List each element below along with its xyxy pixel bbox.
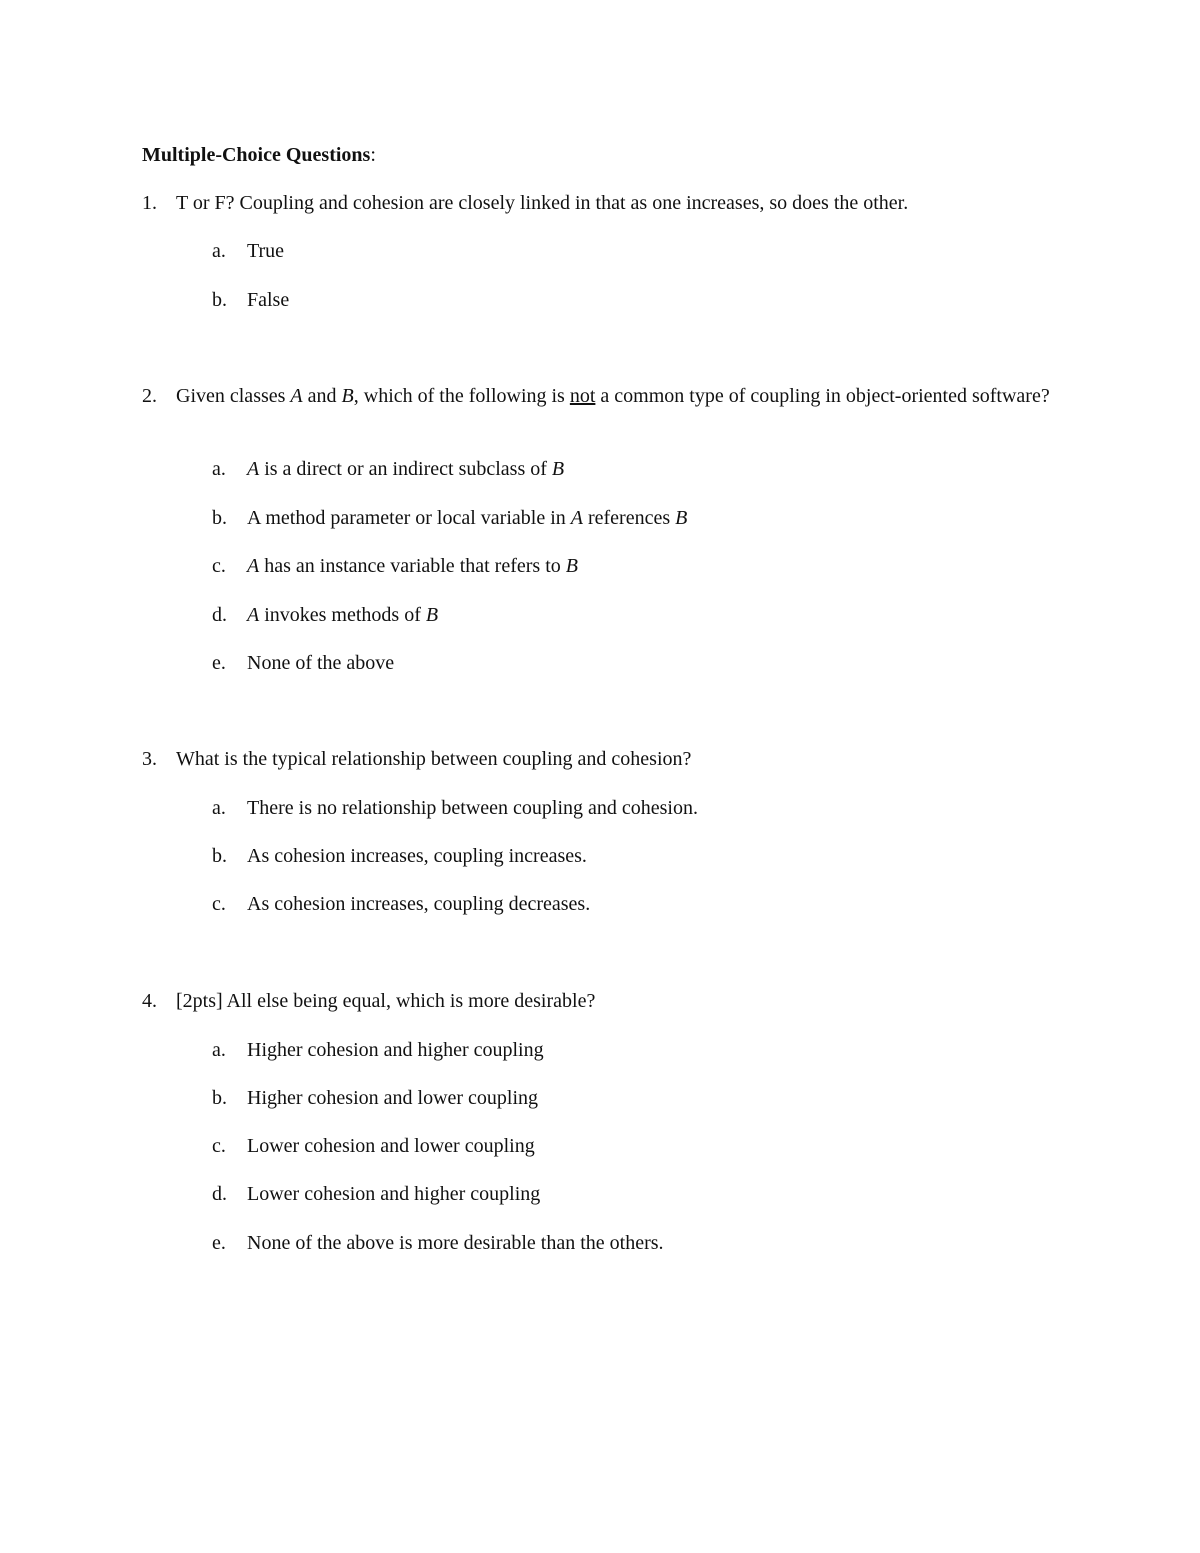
question-2-text-part: and: [302, 385, 342, 407]
option-text-part: has an instance variable that refers to: [259, 555, 566, 577]
question-2-option-a-letter: a.: [212, 458, 226, 480]
question-1-text: T or F? Coupling and cohesion are closely linked in that as one increases, so does the other.: [176, 192, 909, 214]
option-text-part: is a direct or an indirect subclass of: [259, 458, 552, 480]
question-3-text: What is the typical relationship between coupling and cohesion?: [176, 748, 692, 770]
question-2-option-c-text: [247, 553, 578, 579]
question-2-option-d-text: [247, 602, 438, 628]
option-text-part: A method parameter or local variable in: [247, 507, 571, 529]
question-4-option-a-text: Higher cohesion and higher coupling: [247, 1039, 544, 1061]
question-1-option-b-text: False: [247, 289, 290, 311]
question-3-option-b-letter: b.: [212, 845, 227, 867]
question-2-text-part: Given classes: [176, 385, 291, 407]
question-3-option-a-text: There is no relationship between coupling and cohesion.: [247, 797, 698, 819]
question-4-option-b-text: Higher cohesion and lower coupling: [247, 1087, 539, 1109]
question-3-option-b-text: As cohesion increases, coupling increases.: [247, 845, 587, 867]
question-4-option-a-letter: a.: [212, 1039, 226, 1061]
question-3-option-a-letter: a.: [212, 797, 226, 819]
question-4-option-c-text: Lower cohesion and lower coupling: [247, 1135, 535, 1157]
class-b-italic: B: [551, 458, 565, 480]
question-2-option-c-letter: c.: [212, 555, 226, 577]
class-b-italic: B: [425, 604, 439, 626]
page-title: [142, 142, 376, 168]
question-2-option-d-letter: d.: [212, 604, 227, 626]
question-4-option-d-letter: d.: [212, 1183, 227, 1205]
question-4-option-b-letter: b.: [212, 1087, 227, 1109]
class-b-italic: B: [565, 555, 578, 577]
question-2-text-part: , which of the following is: [353, 385, 570, 407]
question-1-option-b-letter: b.: [212, 289, 227, 311]
question-4-text: [2pts] All else being equal, which is more desirable?: [176, 990, 596, 1012]
question-2-option-e-letter: e.: [212, 652, 226, 674]
question-2-text-part: a common type of coupling in object-oriented software?: [595, 385, 1050, 407]
class-a-italic: A: [247, 604, 260, 626]
question-4-option-e-text: None of the above is more desirable than the others.: [247, 1232, 664, 1254]
question-2-option-e-text: None of the above: [247, 652, 395, 674]
question-3-option-c-letter: c.: [212, 893, 226, 915]
heading-title: Multiple-Choice Questions: [142, 144, 371, 166]
option-text-part: references: [582, 507, 676, 529]
question-4-option-c-letter: c.: [212, 1135, 226, 1157]
question-1-number: 1.: [142, 192, 157, 214]
question-2-option-a-text: [247, 456, 564, 482]
question-1-option-a-text: True: [247, 240, 285, 262]
option-text-part: invokes methods of: [259, 604, 426, 626]
question-4-option-e-letter: e.: [212, 1232, 226, 1254]
question-2-option-b-letter: b.: [212, 507, 227, 529]
question-4-number: 4.: [142, 990, 157, 1012]
question-2-option-b-text: [247, 505, 687, 531]
question-2-number: 2.: [142, 385, 157, 407]
class-a-italic: A: [570, 507, 583, 529]
question-1-option-a-letter: a.: [212, 240, 226, 262]
question-3-option-c-text: As cohesion increases, coupling decreases.: [247, 893, 591, 915]
question-2-text: [176, 383, 1076, 409]
question-3-number: 3.: [142, 748, 157, 770]
class-a-italic: A: [290, 385, 303, 407]
class-a-italic: A: [247, 458, 260, 480]
class-a-italic: A: [247, 555, 260, 577]
underlined-not: not: [569, 385, 596, 407]
heading-colon: :: [370, 144, 376, 166]
question-4-option-d-text: Lower cohesion and higher coupling: [247, 1183, 541, 1205]
class-b-italic: B: [341, 385, 354, 407]
class-b-italic: B: [675, 507, 688, 529]
